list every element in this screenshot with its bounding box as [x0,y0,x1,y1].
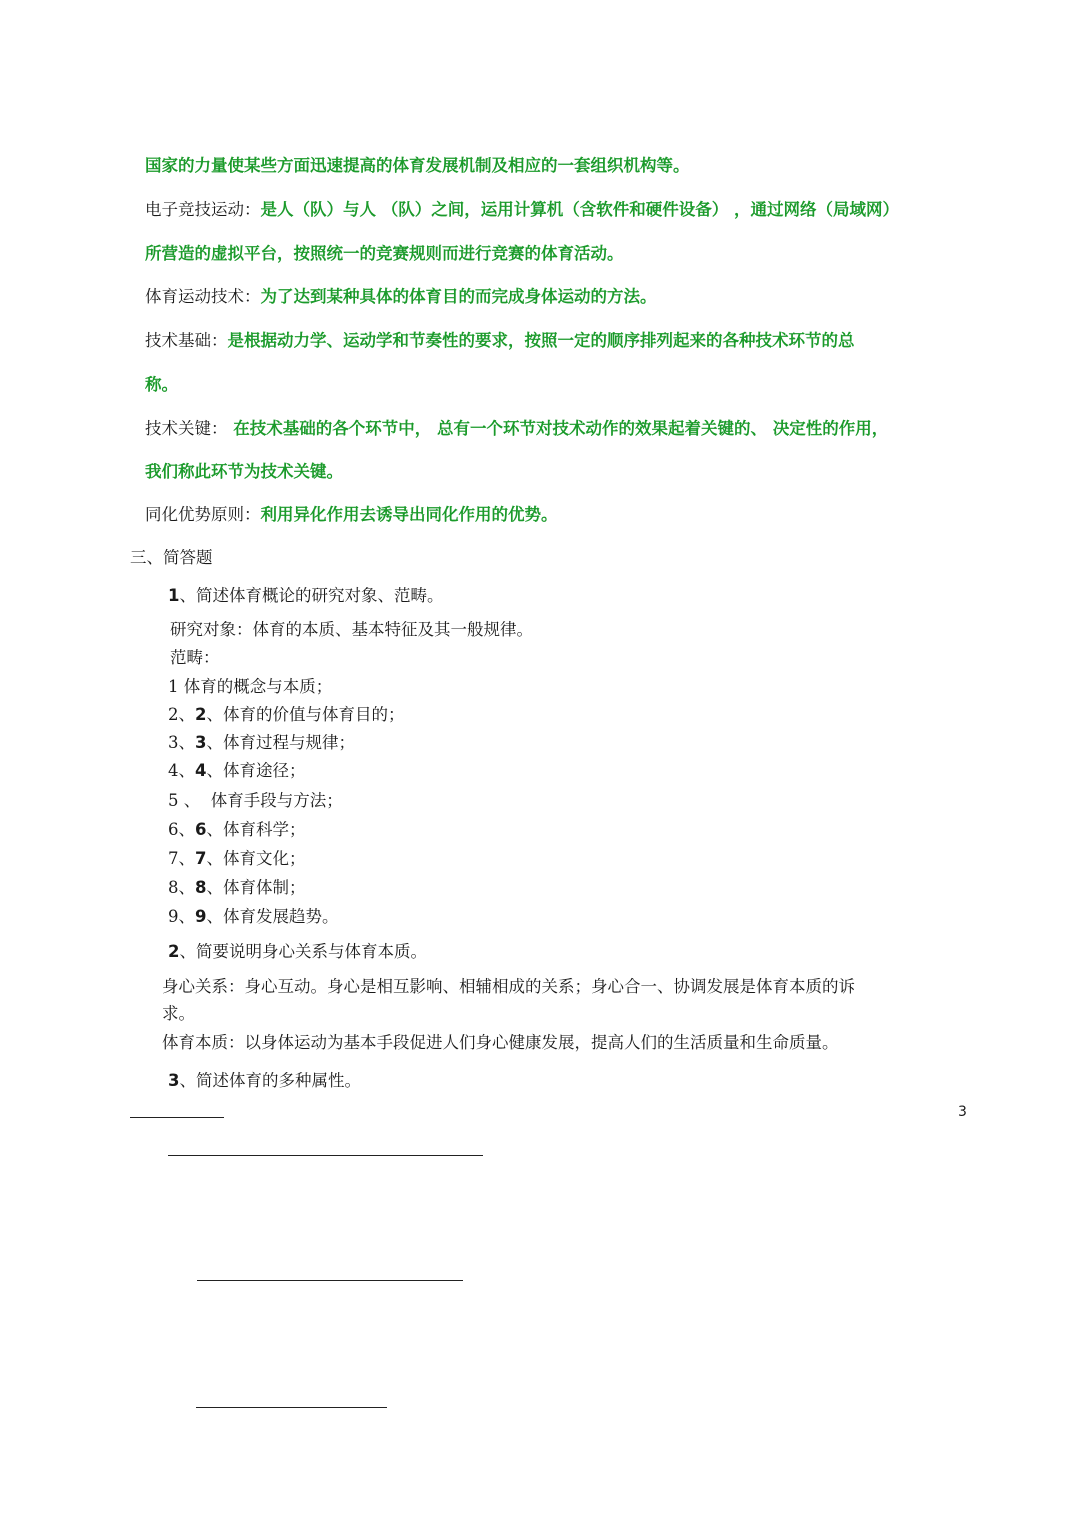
scope-item-text: 、体育途径； [206,761,306,780]
scope-item [168,789,343,813]
definition-line [145,198,899,222]
scope-item-number: 2 [195,705,207,724]
answer-line [168,1155,483,1156]
question-3-title [168,1069,361,1093]
definition-line [145,242,624,266]
scope-item-prefix: 8、 [168,878,195,897]
definition-line [145,285,657,309]
definition-line [145,373,178,397]
scope-item-number: 9 [195,907,207,926]
scope-item-number: 3 [195,733,207,752]
scope-item-text: 、体育体制； [206,878,306,897]
scope-item-number: 6 [195,820,207,839]
scope-item-prefix: 1 [168,677,184,696]
definition-text: 为了达到某种具体的体育目的而完成身体运动的方法。 [260,287,657,306]
definition-term: 技术基础： [145,331,228,350]
definition-line [145,329,855,353]
scope-label: 范畴： [170,648,220,667]
scope-item-prefix: 9、 [168,907,195,926]
scope-item [168,818,305,842]
definition-text: 利用异化作用去诱导出同化作用的优势。 [260,505,558,524]
question-2-title [168,940,427,964]
scope-item-prefix: 3、 [168,733,195,752]
definition-text: 在技术基础的各个环节中， 总有一个环节对技术动作的效果起着关键的、 决定性的作用， [227,419,889,438]
definition-term: 体育运动技术： [145,287,261,306]
question-text: 、简述体育的多种属性。 [179,1071,361,1090]
scope-item [168,847,305,871]
scope-item [168,675,332,699]
mind-body-line-cont: 求。 [162,1004,195,1023]
definition-line [145,417,888,441]
scope-item [168,731,355,755]
question-number: 3 [168,1071,180,1090]
definition-term: 电子竞技运动： [145,200,261,219]
scope-item-text: 、体育文化； [206,849,306,868]
question-text: 、简要说明身心关系与体育本质。 [179,942,427,961]
definition-term: 技术关键： [145,419,228,438]
definition-text: 国家的力量使某些方面迅速提高的体育发展机制及相应的一套组织机构等。 [145,156,690,175]
section-title: 三、简答题 [130,548,213,567]
scope-item-prefix: 7、 [168,849,195,868]
definition-term: 同化优势原则： [145,505,261,524]
answer-line [196,1407,387,1408]
definition-line [145,154,690,178]
question-number: 2 [168,942,180,961]
definition-text: 称。 [145,375,178,394]
scope-item [168,703,404,727]
definition-text: 所营造的虚拟平台，按照统一的竞赛规则而进行竞赛的体育活动。 [145,244,624,263]
question-number: 1 [168,586,180,605]
definition-text: 是根据动力学、运动学和节奏性的要求，按照一定的顺序排列起来的各种技术环节的总 [227,331,855,350]
definition-line [145,503,558,527]
scope-item [168,759,305,783]
scope-item-prefix: 6、 [168,820,195,839]
scope-item-prefix: 2、 [168,705,195,724]
scope-item-prefix: 4、 [168,761,195,780]
definition-text: 我们称此环节为技术关键。 [145,462,343,481]
scope-item-text: 体育手段与方法； [200,791,343,810]
question-text: 、简述体育概论的研究对象、范畴。 [179,586,444,605]
definition-text: 是人（队）与人 （队）之间，运用计算机（含软件和硬件设备） ，通过网络（局域网） [260,200,899,219]
scope-item-number: 8 [195,878,207,897]
scope-item-text: 、体育科学； [206,820,306,839]
scope-item-number: 4 [195,761,207,780]
scope-item-number: 7 [195,849,207,868]
mind-body-line: 身心关系：身心互动。身心是相互影响、相辅相成的关系；身心合一、协调发展是体育本质的诉 [162,977,855,996]
scope-item-text: 、体育发展趋势。 [206,907,339,926]
scope-item-text: 、体育的价值与体育目的； [206,705,405,724]
answer-line [197,1280,463,1281]
scope-item-text: 、体育过程与规律； [206,733,355,752]
scope-item [168,905,338,929]
question-1-title [168,584,443,608]
footnote-rule [130,1117,224,1118]
definition-line [145,460,343,484]
scope-item [168,876,305,900]
scope-item-text: 体育的概念与本质； [183,677,333,696]
research-object-line: 研究对象：体育的本质、基本特征及其一般规律。 [170,620,533,639]
pe-essence-line: 体育本质：以身体运动为基本手段促进人们身心健康发展，提高人们的生活质量和生命质量。 [162,1033,839,1052]
page-number: 3 [958,1104,967,1120]
scope-item-prefix: 5 、 [168,791,201,810]
